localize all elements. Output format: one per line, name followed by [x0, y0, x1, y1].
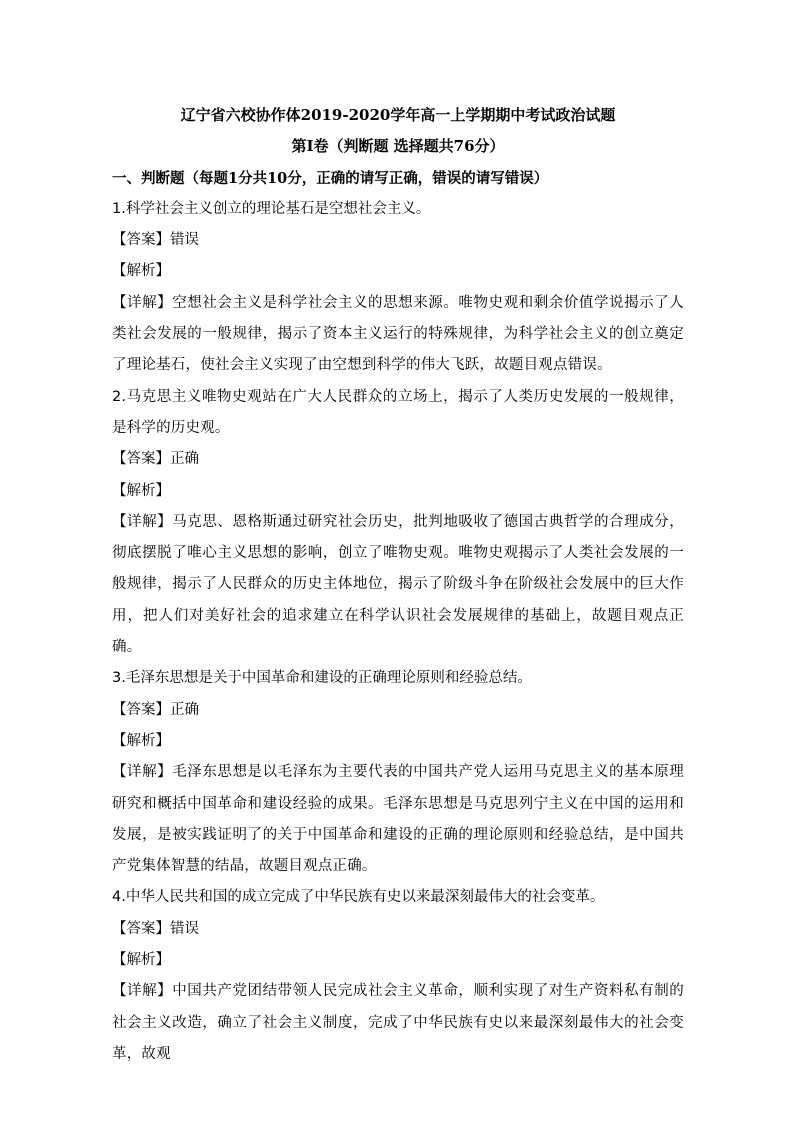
question-block [112, 882, 684, 1070]
detail-paragraph [112, 507, 684, 663]
answer-line [112, 225, 684, 256]
detail-paragraph [112, 976, 684, 1070]
answer-line [112, 444, 684, 475]
question-block [112, 382, 684, 664]
answer-label: 【答案】 [112, 451, 170, 468]
answer-value: 错误 [170, 920, 199, 937]
question-text: 2.马克思主义唯物史观站在广大人民群众的立场上，揭示了人类历史发展的一般规律，是科学的历史观。 [112, 388, 684, 436]
analysis-label: 【解析】 [112, 263, 170, 280]
analysis-label: 【解析】 [112, 482, 170, 499]
answer-label: 【答案】 [112, 701, 170, 718]
answer-line [112, 695, 684, 726]
detail-paragraph [112, 757, 684, 882]
answer-value: 错误 [170, 232, 199, 249]
answer-value: 正确 [170, 451, 199, 468]
detail-label: 【详解】 [112, 764, 173, 781]
document-title: 辽宁省六校协作体2019-2020学年高一上学期期中考试政治试题 [180, 106, 616, 124]
answer-label: 【答案】 [112, 232, 170, 249]
section-heading: 一、判断题（每题1分共10分，正确的请写正确，错误的请写错误） [112, 169, 549, 187]
detail-label: 【详解】 [112, 983, 173, 1000]
question-text: 3.毛泽东思想是关于中国革命和建设的正确理论原则和经验总结。 [112, 670, 532, 687]
detail-label: 【详解】 [112, 513, 173, 530]
answer-label: 【答案】 [112, 920, 170, 937]
answer-value: 正确 [170, 701, 199, 718]
document-page [112, 100, 684, 1070]
question-text: 1.科学社会主义创立的理论基石是空想社会主义。 [112, 200, 431, 217]
analysis-label: 【解析】 [112, 732, 170, 749]
detail-paragraph [112, 288, 684, 382]
detail-label: 【详解】 [112, 294, 173, 311]
answer-line [112, 914, 684, 945]
question-block [112, 194, 684, 382]
document-subtitle: 第Ⅰ卷（判断题 选择题共76分） [291, 137, 505, 156]
detail-text: 毛泽东思想是以毛泽东为主要代表的中国共产党人运用马克思主义的基本原理研究和概括中国革命和建设经验的成果。毛泽东思想是马克思列宁主义在中国的运用和发展，是被实践证明了的关于中国革命和建设的正确的理论原则和经验总结，是中国共产党集体智慧的结晶，故题目观点正确。 [112, 764, 684, 875]
analysis-label: 【解析】 [112, 952, 170, 969]
detail-text: 中国共产党团结带领人民完成社会主义革命，顺利实现了对生产资料私有制的社会主义改造，确立了社会主义制度，完成了中华民族有史以来最深刻最伟大的社会变革，故观 [112, 983, 684, 1062]
question-text: 4.中华人民共和国的成立完成了中华民族有史以来最深刻最伟大的社会变革。 [112, 889, 605, 906]
question-block [112, 663, 684, 882]
detail-text: 马克思、恩格斯通过研究社会历史，批判地吸收了德国古典哲学的合理成分，彻底摆脱了唯心主义思想的影响，创立了唯物史观。唯物史观揭示了人类社会发展的一般规律，揭示了人民群众的历史主体地位，揭示了阶级斗争在阶级社会发展中的巨大作用，把人们对美好社会的追求建立在科学认识社会发展规律的基础上，故题目观点正确。 [112, 513, 684, 656]
detail-text: 空想社会主义是科学社会主义的思想来源。唯物史观和剩余价值学说揭示了人类社会发展的一般规律，揭示了资本主义运行的特殊规律，为科学社会主义的创立奠定了理论基石，使社会主义实现了由空想到科学的伟大飞跃，故题目观点错误。 [112, 294, 684, 374]
